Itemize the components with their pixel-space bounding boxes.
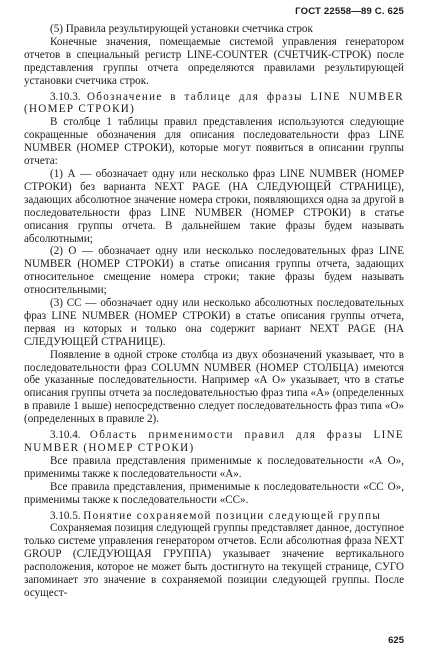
page-header: ГОСТ 22558—89 С. 625 <box>295 6 404 17</box>
paragraph: Появление в одной строке столбца из двух обозначений указывает, что в последовательности фраз COLUMN NUMBER (НОМЕР СТОЛБЦА) имеются обе указанные последовательности. Например «А О» указывает, что в статье описания группы отчета за последовательностью фраз типа «А» (определенных в правиле 1 выше) непосредственно следует последовательность фраз типа «О» (определенных в правиле 2). <box>24 348 404 426</box>
section-number: 3.10.3. <box>50 90 81 103</box>
paragraph: Конечные значения, помещаемые системой управления генератором отчетов в специальный регистр LINE-COUNTER (СЧЕТЧИК-СТРОК) после представления группы отчета определяются правилами результирующей установки счетчика строк. <box>24 35 404 87</box>
paragraph: Сохраняемая позиция следующей группы представляет данное, доступное только системе управления генератором отчетов. Если абсолютная фраза NEXT GROUP (СЛЕДУЮЩАЯ ГРУППА) указывает значение вертикального расположения, которое не может быть достигнуто на текущей странице, СУГО запоминает это значение в сохраняемой позиции следующей группы. После осущест- <box>24 522 404 599</box>
section-3-10-4-heading <box>24 429 404 455</box>
section-number: 3.10.4. <box>50 429 81 442</box>
section-3-10-3-heading <box>24 91 404 117</box>
list-item: (2) О — обозначает одну или несколько последовательных фраз LINE NUMBER (НОМЕР СТРОКИ) в статье описания группы отчета, задающих относительное смещение номера строки; такие фразы будем называть относительными; <box>24 245 404 297</box>
paragraph: Все правила представления применимые к последовательности «А О», применимы также к последовательности «А». <box>24 454 404 480</box>
page-number: 625 <box>388 635 404 646</box>
section-title: Область применимости правил для фразы LINE NUMBER (НОМЕР СТРОКИ) <box>24 429 404 454</box>
section-title: Обозначение в таблице для фразы LINE NUMBER (НОМЕР СТРОКИ) <box>24 90 404 116</box>
section-number: 3.10.5. <box>50 509 81 522</box>
section-3-10-5-heading <box>24 510 404 523</box>
list-item: (1) А — обозначает одну или несколько фраз LINE NUMBER (НОМЕР СТРОКИ) без варианта NEXT PAGE (НА СЛЕДУЮЩЕЙ СТРАНИЦЕ), задающих абсолютное значение номера строки, появляющихся одна за другой в последовательности фраз LINE NUMBER (НОМЕР СТРОКИ) в статье описания группы отчета. В дальнейшем такие фразы будем называть абсолютными; <box>24 167 404 245</box>
document-body <box>24 23 404 600</box>
paragraph: Все правила представления, применимые к последовательности «СС О», применимы также к последовательности «СС». <box>24 480 404 506</box>
paragraph: В столбце 1 таблицы правил представления используются следующие сокращенные обозначения для описания последовательности фраз LINE NUMBER (НОМЕР СТРОКИ), которые могут появиться в описании группы отчета: <box>24 116 404 168</box>
list-item: (3) СС — обозначает одну или несколько абсолютных последовательных фраз LINE NUMBER (НОМЕР СТРОКИ) в статье описания группы отчета, первая из которых и только она содержит вариант NEXT PAGE (НА СЛЕДУЮЩЕЙ СТРАНИЦЕ). <box>24 297 404 348</box>
rule-5-heading: (5) Правила результирующей установки счетчика строк <box>50 23 313 35</box>
section-title: Понятие сохраняемой позиции следующей группы <box>83 509 382 522</box>
